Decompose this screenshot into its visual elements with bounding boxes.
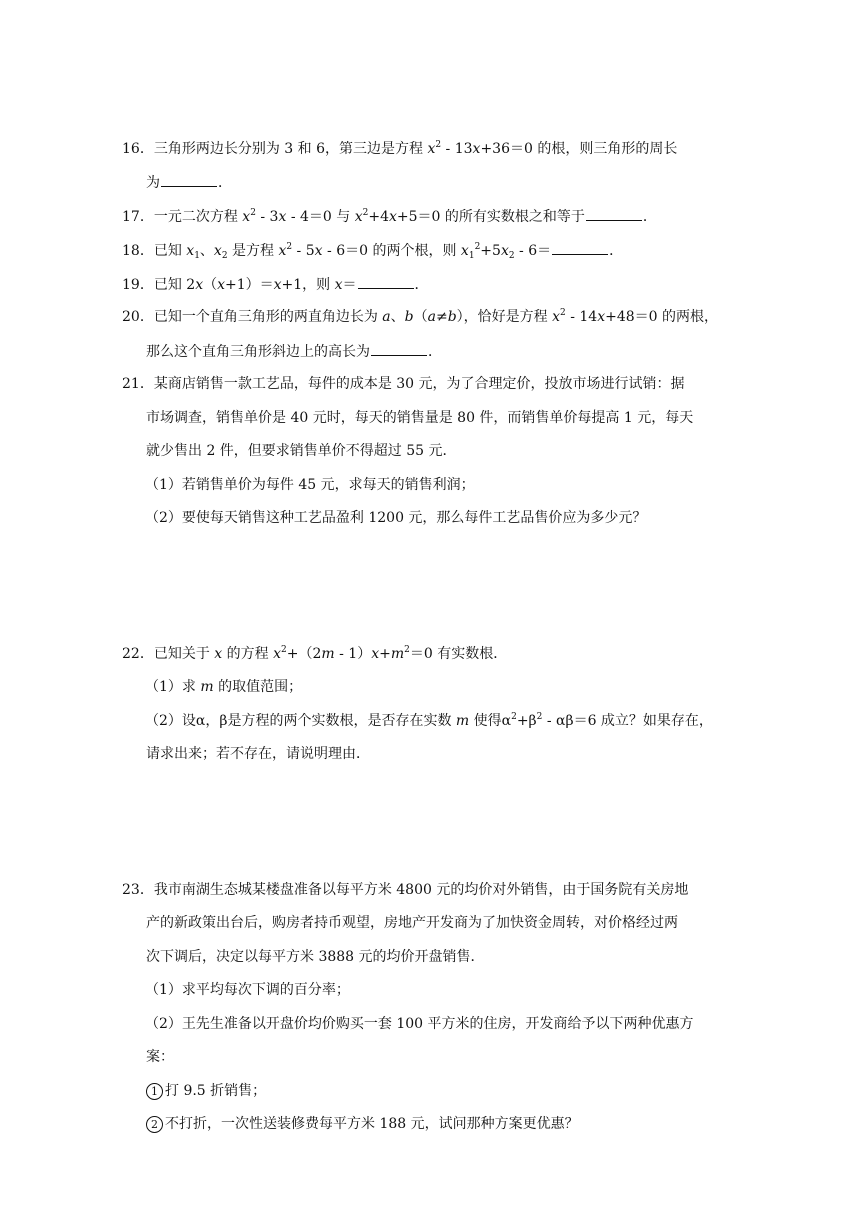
problem-20-line-2: 那么这个直角三角形斜边上的高长为 ． <box>146 341 442 362</box>
problem-16-line-1: 16．三角形两边长分别为 3 和 6，第三边是方程 $x^2$ ‐ 13x+36＝0 的根，则三角形的周长 <box>122 140 678 157</box>
circled-number-2: 2 <box>146 1116 163 1133</box>
problem-23-option-2: 2 不打折，一次性送装修费每平方米 188 元，试问那种方案更优惠？ <box>146 1114 579 1134</box>
problem-22-question-1: （1）求 m 的取值范围； <box>145 679 303 695</box>
answer-blank[interactable] <box>586 206 642 221</box>
problem-21-line-3: 就少售出 2 件，但要求销售单价不得超过 55 元． <box>146 443 457 459</box>
problem-18: 18．已知 $x_1$、$x_2$ 是方程 $x^2$ ‐ 5x ‐ 6＝0 的两个根，则 $x_1^2+5x_2$ ‐ 6＝ ． <box>122 242 624 261</box>
answer-blank[interactable] <box>371 341 427 356</box>
problem-22-question-2: （2）设α，β是方程的两个实数根，是否存在实数 m 使得$\alpha^2+\beta^2$ ‐ αβ＝6 成立？如果存在， <box>145 712 713 729</box>
problem-20-line-1: 20．已知一个直角三角形的两直角边长为 a、b（a≠b），恰好是方程 $x^2$ ‐ 14x+48＝0 的两根， <box>122 308 719 325</box>
problem-23-line-1: 23．我市南湖生态城某楼盘准备以每平方米 4800 元的均价对外销售，由于国务院有关房地 <box>122 882 689 898</box>
problem-19: 19．已知 2x（x+1）＝x+1，则 x＝ ． <box>122 274 429 295</box>
problem-23-line-2: 产的新政策出台后，购房者持币观望，房地产开发商为了加快资金周转，对价格经过两 <box>146 915 678 931</box>
problem-23-question-1: （1）求平均每次下调的百分率； <box>145 982 350 998</box>
answer-blank[interactable] <box>161 172 217 187</box>
problem-23-option-1: 1 打 9.5 折销售； <box>146 1081 266 1101</box>
circled-number-1: 1 <box>146 1083 163 1100</box>
answer-blank[interactable] <box>552 240 608 255</box>
problem-22-question-2-line-2: 请求出来；若不存在，请说明理由． <box>146 746 370 762</box>
problem-17: 17．一元二次方程 $x^2$ ‐ 3x ‐ 4＝0 与 $x^2+4x+5=0$ 的所有实数根之和等于 ． <box>122 208 657 225</box>
problem-21-question-2: （2）要使每天销售这种工艺品盈利 1200 元，那么每件工艺品售价应为多少元？ <box>145 510 647 526</box>
problem-22-line-1: 22．已知关于 x 的方程 $x^2+(2m$ ‐ $1)x+m^2=0$ 有实数根． <box>122 645 508 662</box>
problem-23-question-2: （2）王先生准备以开盘价均价购买一套 100 平方米的住房，开发商给予以下两种优惠方 <box>145 1016 694 1032</box>
problem-21-question-1: （1）若销售单价为每件 45 元，求每天的销售利润； <box>145 477 475 493</box>
problem-16-line-2: 为 ． <box>146 172 232 193</box>
problem-21-line-2: 市场调查，销售单价是 40 元时，每天的销售量是 80 件，而销售单价每提高 1 元，每天 <box>146 410 694 426</box>
answer-blank[interactable] <box>358 274 414 289</box>
problem-23-line-3: 次下调后，决定以每平方米 3888 元的均价开盘销售． <box>146 949 485 965</box>
problem-23-question-2-line-2: 案： <box>146 1049 174 1065</box>
problem-21-line-1: 21．某商店销售一款工艺品，每件的成本是 30 元，为了合理定价，投放市场进行试销：据 <box>122 376 685 392</box>
